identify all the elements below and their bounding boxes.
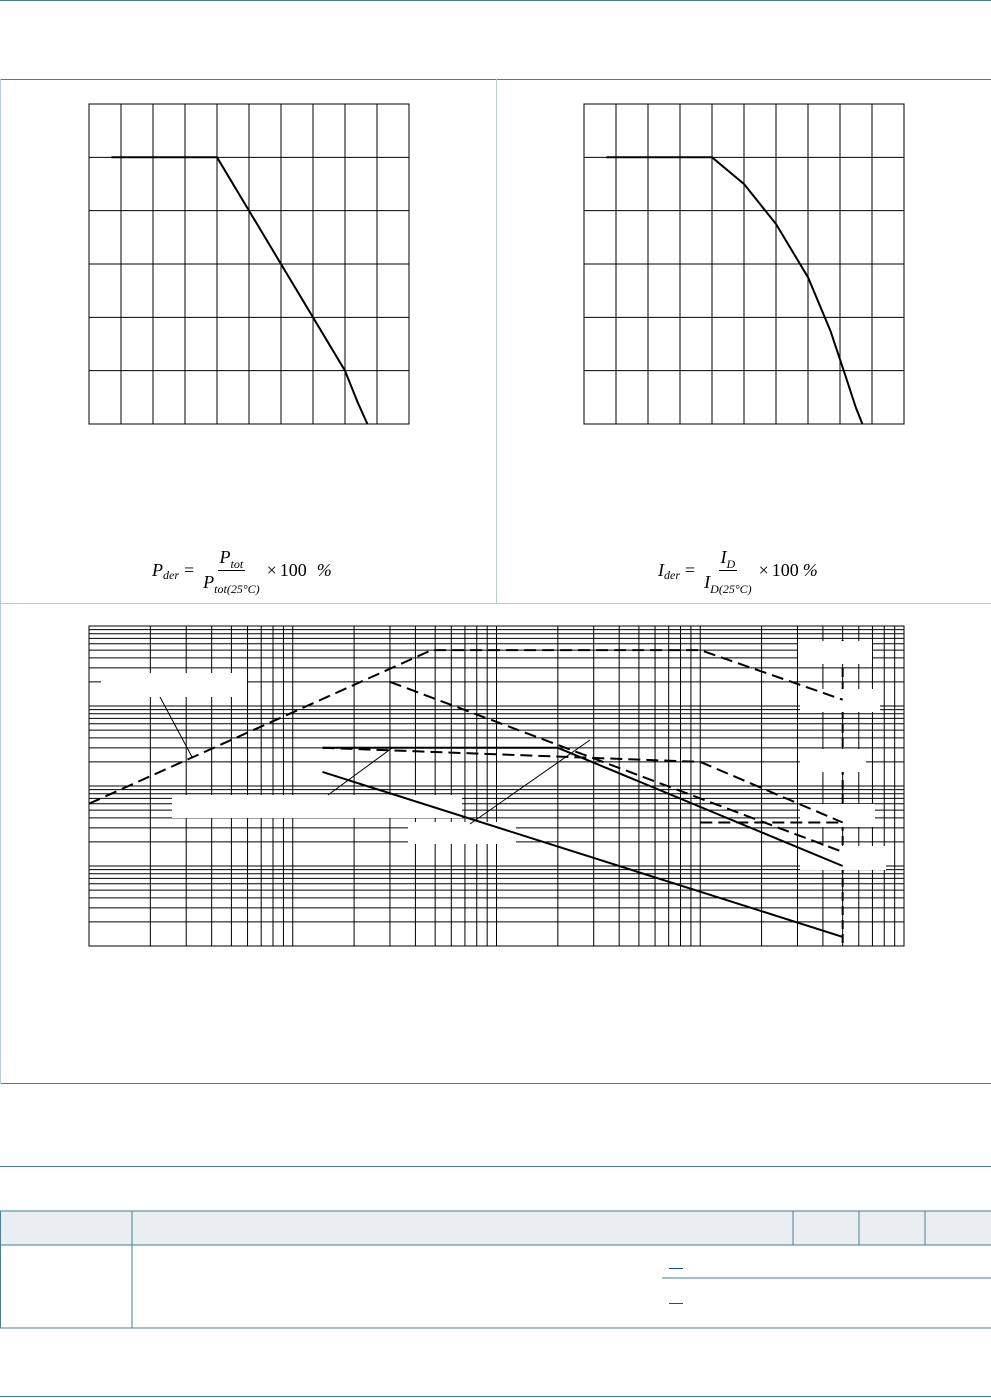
formula-factor: 100 bbox=[771, 560, 799, 580]
current-derating-formula bbox=[658, 547, 818, 594]
formula-den-sub: D(25°C) bbox=[710, 582, 752, 596]
formula-lhs: I bbox=[658, 560, 664, 580]
label-box bbox=[101, 673, 247, 697]
formula-lhs: P bbox=[152, 560, 163, 580]
formula-unit: % bbox=[316, 560, 332, 580]
current-derating-chart bbox=[584, 104, 904, 424]
power-derating-formula bbox=[152, 547, 332, 594]
leader-line bbox=[470, 740, 590, 824]
table-header-row bbox=[0, 1211, 991, 1245]
label-box bbox=[800, 804, 875, 827]
power-derating-chart bbox=[89, 104, 409, 424]
label-box bbox=[800, 749, 866, 772]
formula-denominator bbox=[203, 571, 259, 594]
formula-num-sub: D bbox=[726, 557, 736, 571]
formula-equals: = bbox=[184, 560, 195, 580]
limit-line-solid bbox=[323, 772, 843, 937]
reference-link-2[interactable] bbox=[669, 1303, 683, 1304]
formula-lhs-sub: der bbox=[163, 568, 179, 582]
formula-fraction bbox=[704, 547, 751, 594]
label-box bbox=[172, 795, 462, 818]
label-box bbox=[800, 689, 880, 712]
formula-den-sub: tot(25°C) bbox=[214, 582, 260, 596]
table-outline bbox=[0, 1211, 991, 1328]
series-line bbox=[111, 157, 367, 424]
label-box bbox=[798, 641, 872, 664]
safe-operating-area-chart bbox=[89, 626, 904, 946]
formula-num-sub: tot bbox=[230, 557, 244, 571]
formula-denominator bbox=[704, 571, 751, 594]
formula-lhs-sub: der bbox=[664, 568, 680, 582]
series-line bbox=[606, 157, 862, 424]
label-box bbox=[408, 822, 516, 844]
label-box bbox=[800, 846, 886, 870]
formula-equals: = bbox=[685, 560, 696, 580]
reference-link-1[interactable] bbox=[669, 1268, 683, 1269]
formula-numerator bbox=[218, 547, 246, 571]
formula-unit: % bbox=[802, 560, 818, 580]
formula-num-symbol: I bbox=[720, 547, 727, 567]
formula-numerator bbox=[719, 547, 738, 571]
formula-factor: 100 bbox=[279, 560, 307, 580]
formula-den-symbol: I bbox=[704, 572, 711, 592]
formula-fraction bbox=[203, 547, 259, 594]
leader-line bbox=[328, 748, 392, 795]
formula-times: × bbox=[266, 560, 277, 580]
formula-times: × bbox=[758, 560, 769, 580]
formula-den-symbol: P bbox=[203, 572, 215, 592]
formula-num-symbol: P bbox=[219, 547, 231, 567]
